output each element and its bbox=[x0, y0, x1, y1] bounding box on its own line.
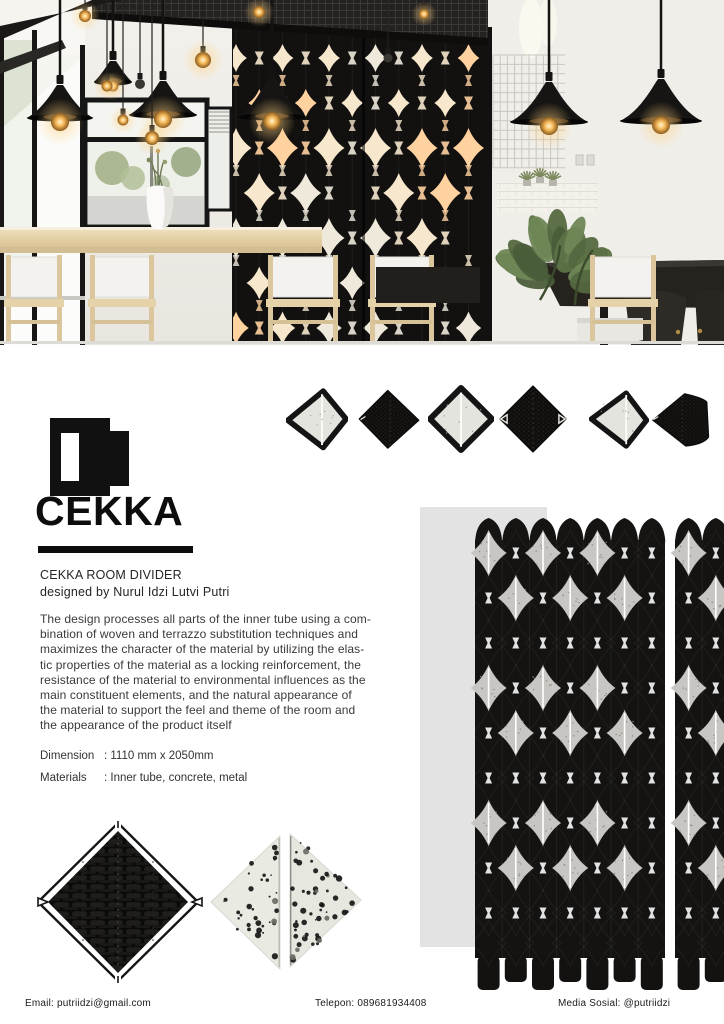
footer-contacts bbox=[0, 998, 724, 1018]
product-info bbox=[40, 567, 230, 601]
description-line: the material to support the feel and theme of the room and bbox=[40, 703, 356, 718]
blinds-window bbox=[207, 108, 231, 210]
description-line: bination of woven and terrazzo substitution techniques and bbox=[40, 627, 359, 642]
footer-social: Media Sosial: @putriidzi bbox=[558, 998, 671, 1009]
product-description bbox=[40, 612, 400, 734]
title-rule bbox=[38, 546, 193, 553]
spec-value: : 1110 mm x 2050mm bbox=[104, 750, 214, 762]
terrazzo-triangle-sample bbox=[205, 828, 365, 978]
module-woven-fold-right bbox=[358, 384, 420, 454]
description-line: resistance of the material to environmental influences as the bbox=[40, 672, 366, 687]
description-line: The design processes all parts of the inner tube using a com- bbox=[40, 612, 371, 626]
spec-label: Dimension bbox=[40, 750, 95, 762]
spec-row bbox=[40, 772, 247, 794]
module-terrazzo-fold-left bbox=[286, 384, 348, 454]
spec-label: Materials bbox=[40, 772, 87, 784]
description-line: the appearance of the product itself bbox=[40, 718, 232, 733]
product-name: CEKKA ROOM DIVIDER bbox=[40, 568, 182, 582]
module-terrazzo-diamond bbox=[428, 384, 494, 454]
description-line: tic properties of the material as a locking reinforcement, the bbox=[40, 657, 362, 672]
description-line: main constituent elements, and the natural appearance of bbox=[40, 688, 352, 703]
description-line: maximizes the character of the material by utilizing the elas- bbox=[40, 642, 365, 657]
footer-email: Email: putriidzi@gmail.com bbox=[25, 998, 151, 1009]
spec-value: : Inner tube, concrete, metal bbox=[104, 772, 248, 784]
module-woven-diamond bbox=[497, 384, 569, 454]
divider-product-render bbox=[405, 495, 724, 995]
bar-counter bbox=[0, 227, 322, 253]
module-woven-half bbox=[651, 384, 711, 454]
woven-diamond-sample bbox=[35, 820, 205, 992]
brand-title: CEKKA bbox=[35, 488, 184, 534]
product-specs bbox=[40, 750, 247, 794]
brick-halfwall bbox=[497, 182, 598, 213]
footer-phone: Telepon: 089681934408 bbox=[315, 998, 427, 1009]
product-designer: designed by Nurul Idzi Lutvi Putri bbox=[40, 585, 230, 599]
hero-photo bbox=[0, 0, 724, 345]
module-terrazzo-fold-narrow bbox=[589, 384, 649, 454]
spec-row bbox=[40, 750, 247, 772]
